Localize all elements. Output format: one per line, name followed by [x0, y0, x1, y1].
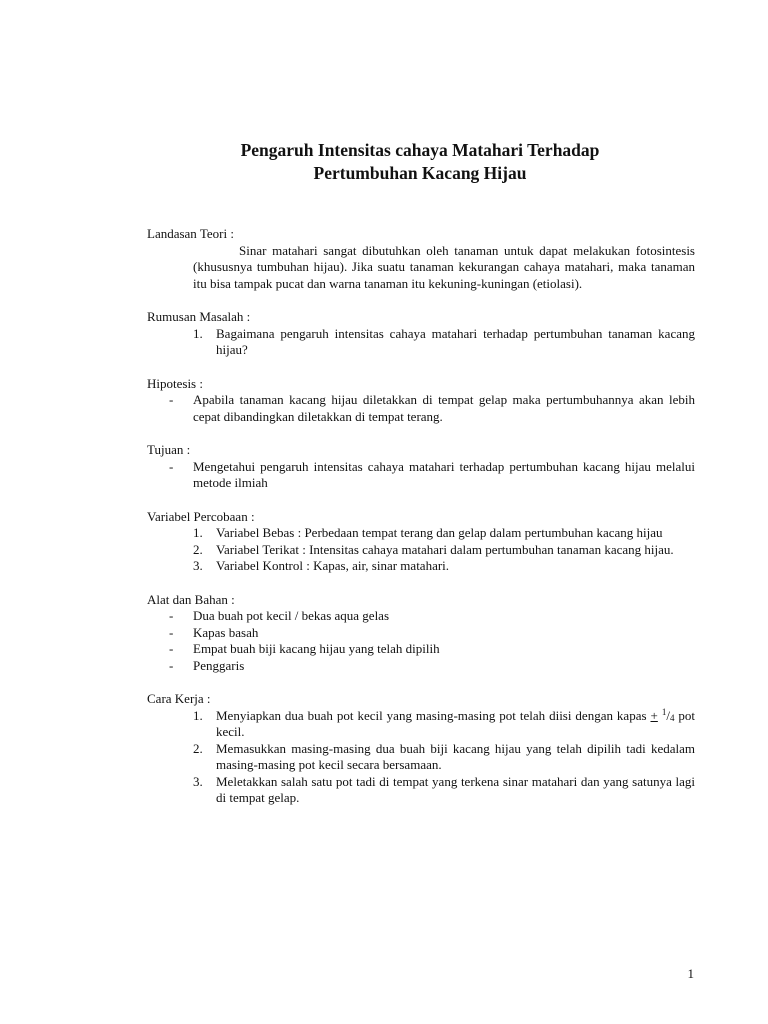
document-body — [147, 226, 695, 824]
section-heading: Cara Kerja : — [147, 691, 211, 706]
cara-list — [147, 708, 695, 807]
list-item — [147, 392, 695, 425]
landasan-paragraph — [193, 243, 695, 293]
list-item — [147, 741, 695, 774]
fraction-numerator: 1 — [661, 706, 667, 717]
variabel-list — [147, 525, 695, 575]
plus-minus-symbol: + — [650, 707, 658, 723]
list-item-text: Variabel Kontrol : Kapas, air, sinar matahari. — [216, 558, 450, 573]
document-title — [147, 139, 693, 185]
list-marker: - — [169, 624, 174, 640]
list-marker: - — [169, 608, 174, 623]
section-landasan-teori — [147, 226, 695, 292]
list-marker: 1. — [193, 525, 203, 540]
rumusan-list — [147, 326, 695, 359]
list-item-text: Bagaimana pengaruh intensitas cahaya matahari terhadap pertumbuhan tanaman kacang hijau? — [216, 325, 695, 357]
section-cara-kerja — [147, 691, 695, 807]
list-item-text: Kapas basah — [193, 624, 259, 640]
list-marker: 1. — [193, 707, 203, 723]
list-marker: - — [169, 392, 174, 407]
section-tujuan — [147, 442, 695, 492]
list-item-text-end: pot kecil. — [216, 707, 696, 739]
list-marker: - — [169, 458, 174, 474]
list-item-text: Penggaris — [193, 657, 245, 673]
list-item — [147, 525, 695, 542]
section-rumusan-masalah — [147, 309, 695, 359]
section-heading: Rumusan Masalah : — [147, 309, 251, 324]
list-item — [147, 708, 695, 741]
list-item-text: Menyiapkan dua buah pot kecil yang masing-masing pot telah diisi dengan kapas — [216, 707, 651, 723]
list-marker: - — [169, 657, 174, 673]
section-heading: Tujuan : — [147, 442, 191, 457]
fraction-denominator: 4 — [669, 712, 675, 723]
list-item-text: Variabel Bebas : Perbedaan tempat terang dan gelap dalam pertumbuhan kacang hijau — [216, 525, 663, 540]
list-marker: 1. — [193, 325, 203, 341]
list-item-text: Dua buah pot kecil / bekas aqua gelas — [193, 608, 390, 623]
list-item — [147, 625, 695, 642]
list-item-text: Variabel Terikat : Intensitas cahaya matahari dalam pertumbuhan tanaman kacang hijau. — [216, 541, 674, 557]
section-heading: Landasan Teori : — [147, 226, 234, 241]
alat-list — [147, 608, 695, 674]
hipotesis-list — [147, 392, 695, 425]
fraction: $^1/_4$ — [661, 706, 675, 723]
list-marker: 2. — [193, 541, 203, 557]
list-marker: 3. — [193, 558, 203, 573]
section-alat-dan-bahan — [147, 592, 695, 675]
list-item — [147, 641, 695, 658]
list-item — [147, 774, 695, 807]
list-marker: 3. — [193, 773, 203, 789]
list-item — [147, 558, 695, 575]
landasan-text: Sinar matahari sangat dibutuhkan oleh tanaman untuk dapat melakukan fotosintesis (khususnya tumbuhan hijau). Jika suatu tanaman kekurangan cahaya matahari, maka tanaman itu bisa tampak pucat dan warna tanaman itu kekuning-kuningan (etiolasi). — [193, 242, 695, 291]
list-item-text: Memasukkan masing-masing dua buah biji kacang hijau yang telah dipilih tadi kedalam masing-masing pot kecil secara bersamaan. — [216, 740, 695, 772]
list-item — [147, 326, 695, 359]
section-heading: Variabel Percobaan : — [147, 508, 255, 524]
list-marker: 2. — [193, 740, 203, 756]
list-item-text: Meletakkan salah satu pot tadi di tempat yang terkena sinar matahari dan yang satunya lagi di tempat gelap. — [216, 773, 695, 805]
list-marker: - — [169, 641, 174, 656]
title-line-1: Pengaruh Intensitas cahaya Matahari Terhadap — [240, 140, 600, 160]
section-variabel-percobaan — [147, 509, 695, 575]
list-item-text: Mengetahui pengaruh intensitas cahaya matahari terhadap pertumbuhan kacang hijau melalui metode ilmiah — [193, 458, 695, 490]
list-item-text: Empat buah biji kacang hijau yang telah dipilih — [193, 641, 440, 656]
tujuan-list — [147, 459, 695, 492]
section-heading: Alat dan Bahan : — [147, 591, 235, 607]
page-number: 1 — [687, 966, 694, 981]
list-item — [147, 608, 695, 625]
section-heading: Hipotesis : — [147, 375, 203, 391]
section-hipotesis — [147, 376, 695, 426]
list-item — [147, 658, 695, 675]
list-item — [147, 459, 695, 492]
title-line-2: Pertumbuhan Kacang Hijau — [313, 163, 527, 183]
list-item-text: Apabila tanaman kacang hijau diletakkan di tempat gelap maka pertumbuhannya akan lebih cepat dibandingkan diletakkan di tempat terang. — [193, 392, 695, 424]
list-item — [147, 542, 695, 559]
